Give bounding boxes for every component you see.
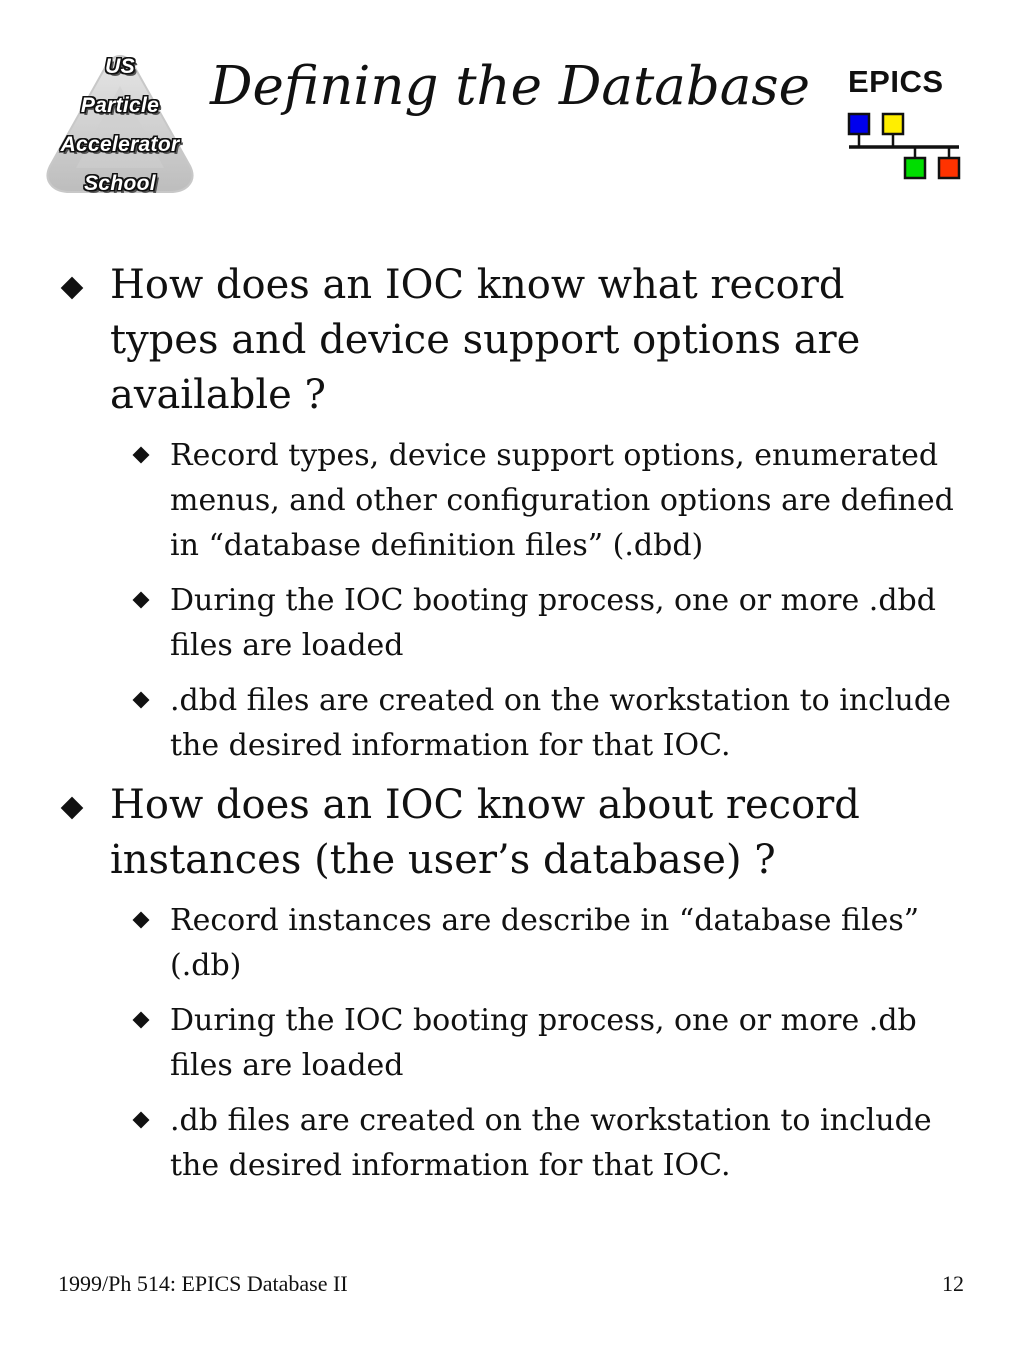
diamond-bullet-icon [133,447,150,464]
sub-bullet-point [60,898,960,988]
diamond-bullet-icon [133,1112,150,1129]
bullet-point [60,258,960,423]
page-number: 12 [942,1271,964,1296]
sub-bullet-point [60,1098,960,1188]
logo-line-us: US [105,55,135,78]
diamond-bullet-icon [133,912,150,929]
epics-block-green [905,158,925,178]
sub-bullet-text: During the IOC booting process, one or more .dbd files are loaded [170,583,936,663]
sub-bullet-text: Record types, device support options, enumerated menus, and other configuration options are defined in “database definition files” (.dbd) [170,438,954,563]
footer-course-label: 1999/Ph 514: EPICS Database II [58,1271,348,1296]
diamond-bullet-icon [133,692,150,709]
epics-network-icon [845,110,975,185]
diamond-bullet-icon [133,1012,150,1029]
sub-bullet-text: .db files are created on the workstation to include the desired information for that IOC. [170,1103,932,1183]
sub-bullet-point [60,433,960,568]
epics-block-blue [849,114,869,134]
bullet-text: How does an IOC know about record instances (the user’s database) ? [110,782,860,883]
logo-line-particle: Particle [80,94,160,117]
slide-content [60,258,960,1198]
sub-bullet-list [60,433,960,768]
sub-bullet-list [60,898,960,1188]
sub-bullet-point [60,578,960,668]
bullet-text: How does an IOC know what record types and device support options are available ? [110,262,861,418]
diamond-bullet-icon [61,277,84,300]
logo-line-accelerator: Accelerator [60,133,180,156]
uspas-logo [40,46,200,206]
bullet-point [60,778,960,888]
epics-block-red [939,158,959,178]
sub-bullet-text: .dbd files are created on the workstation to include the desired information for that IOC. [170,683,951,763]
epics-block-yellow [883,114,903,134]
sub-bullet-point [60,998,960,1088]
slide-title: Defining the Database [210,56,810,117]
sub-bullet-text: During the IOC booting process, one or more .db files are loaded [170,1003,917,1083]
diamond-bullet-icon [61,797,84,820]
epics-wordmark: EPICS [848,64,944,99]
epics-logo [845,64,975,194]
sub-bullet-point [60,678,960,768]
sub-bullet-text: Record instances are describe in “database files” (.db) [170,903,920,983]
logo-line-school: School [84,172,156,195]
diamond-bullet-icon [133,592,150,609]
